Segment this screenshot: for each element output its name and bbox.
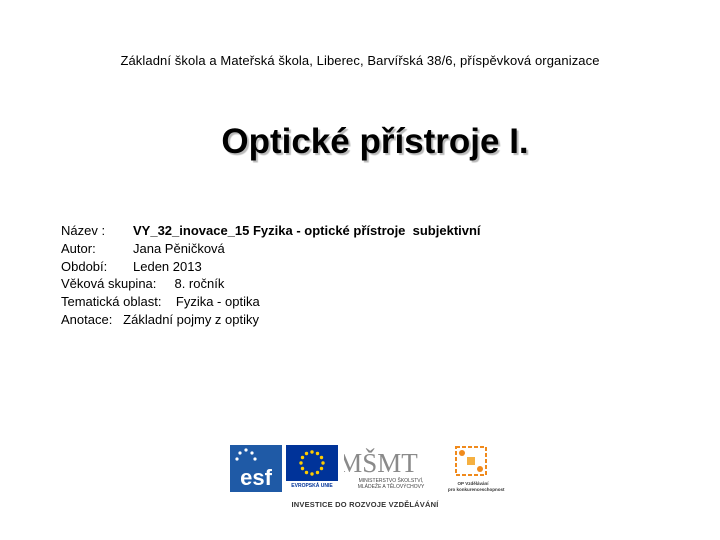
esf-logo <box>230 445 282 492</box>
info-row-author <box>61 240 481 258</box>
slide-title: Optické přístroje I. <box>221 122 529 161</box>
eu-caption: EVROPSKÁ UNIE <box>291 483 333 489</box>
eu-flag-logo <box>286 445 338 492</box>
info-value: Leden 2013 <box>133 258 202 274</box>
info-value: 8. ročník <box>174 276 225 292</box>
info-value: Základní pojmy z optiky <box>123 311 260 327</box>
msmt-caption-1: MINISTERSTVO ŠKOLSTVÍ, <box>358 478 424 484</box>
op-logo <box>448 444 505 494</box>
info-row-annotation <box>61 311 481 329</box>
investice-caption: INVESTICE DO ROZVOJE VZDĚLÁVÁNÍ <box>291 500 439 509</box>
info-label: Autor: <box>61 240 96 256</box>
info-label: Název : <box>61 223 106 238</box>
info-block <box>61 222 481 329</box>
op-caption-1: OP Vzdělávání <box>457 481 489 486</box>
info-label: Tematická oblast: <box>61 294 162 310</box>
msmt-logo <box>344 442 438 494</box>
info-row-name <box>61 222 481 240</box>
msmt-text: MŠMT <box>344 448 418 478</box>
op-caption-2: pro konkurenceschopnost <box>448 487 505 492</box>
info-value: VY_32_inovace_15 Fyzika - optické přístroje subjektivní <box>133 223 481 238</box>
msmt-caption-2: MLÁDEŽE A TĚLOVÝCHOVY <box>357 484 425 490</box>
info-label: Věková skupina: <box>61 276 157 292</box>
info-label: Období: <box>61 258 108 274</box>
info-label: Anotace: <box>61 311 113 327</box>
esf-text: esf <box>240 465 272 490</box>
info-value: Fyzika - optika <box>175 294 260 310</box>
logo-strip <box>226 440 505 516</box>
school-name: Základní škola a Mateřská škola, Liberec, Barvířská 38/6, příspěvková organizace <box>120 53 600 68</box>
info-value: Jana Pěničková <box>133 240 225 256</box>
info-row-topic <box>61 293 481 311</box>
info-row-age-group <box>61 275 481 293</box>
info-row-period <box>61 258 481 276</box>
